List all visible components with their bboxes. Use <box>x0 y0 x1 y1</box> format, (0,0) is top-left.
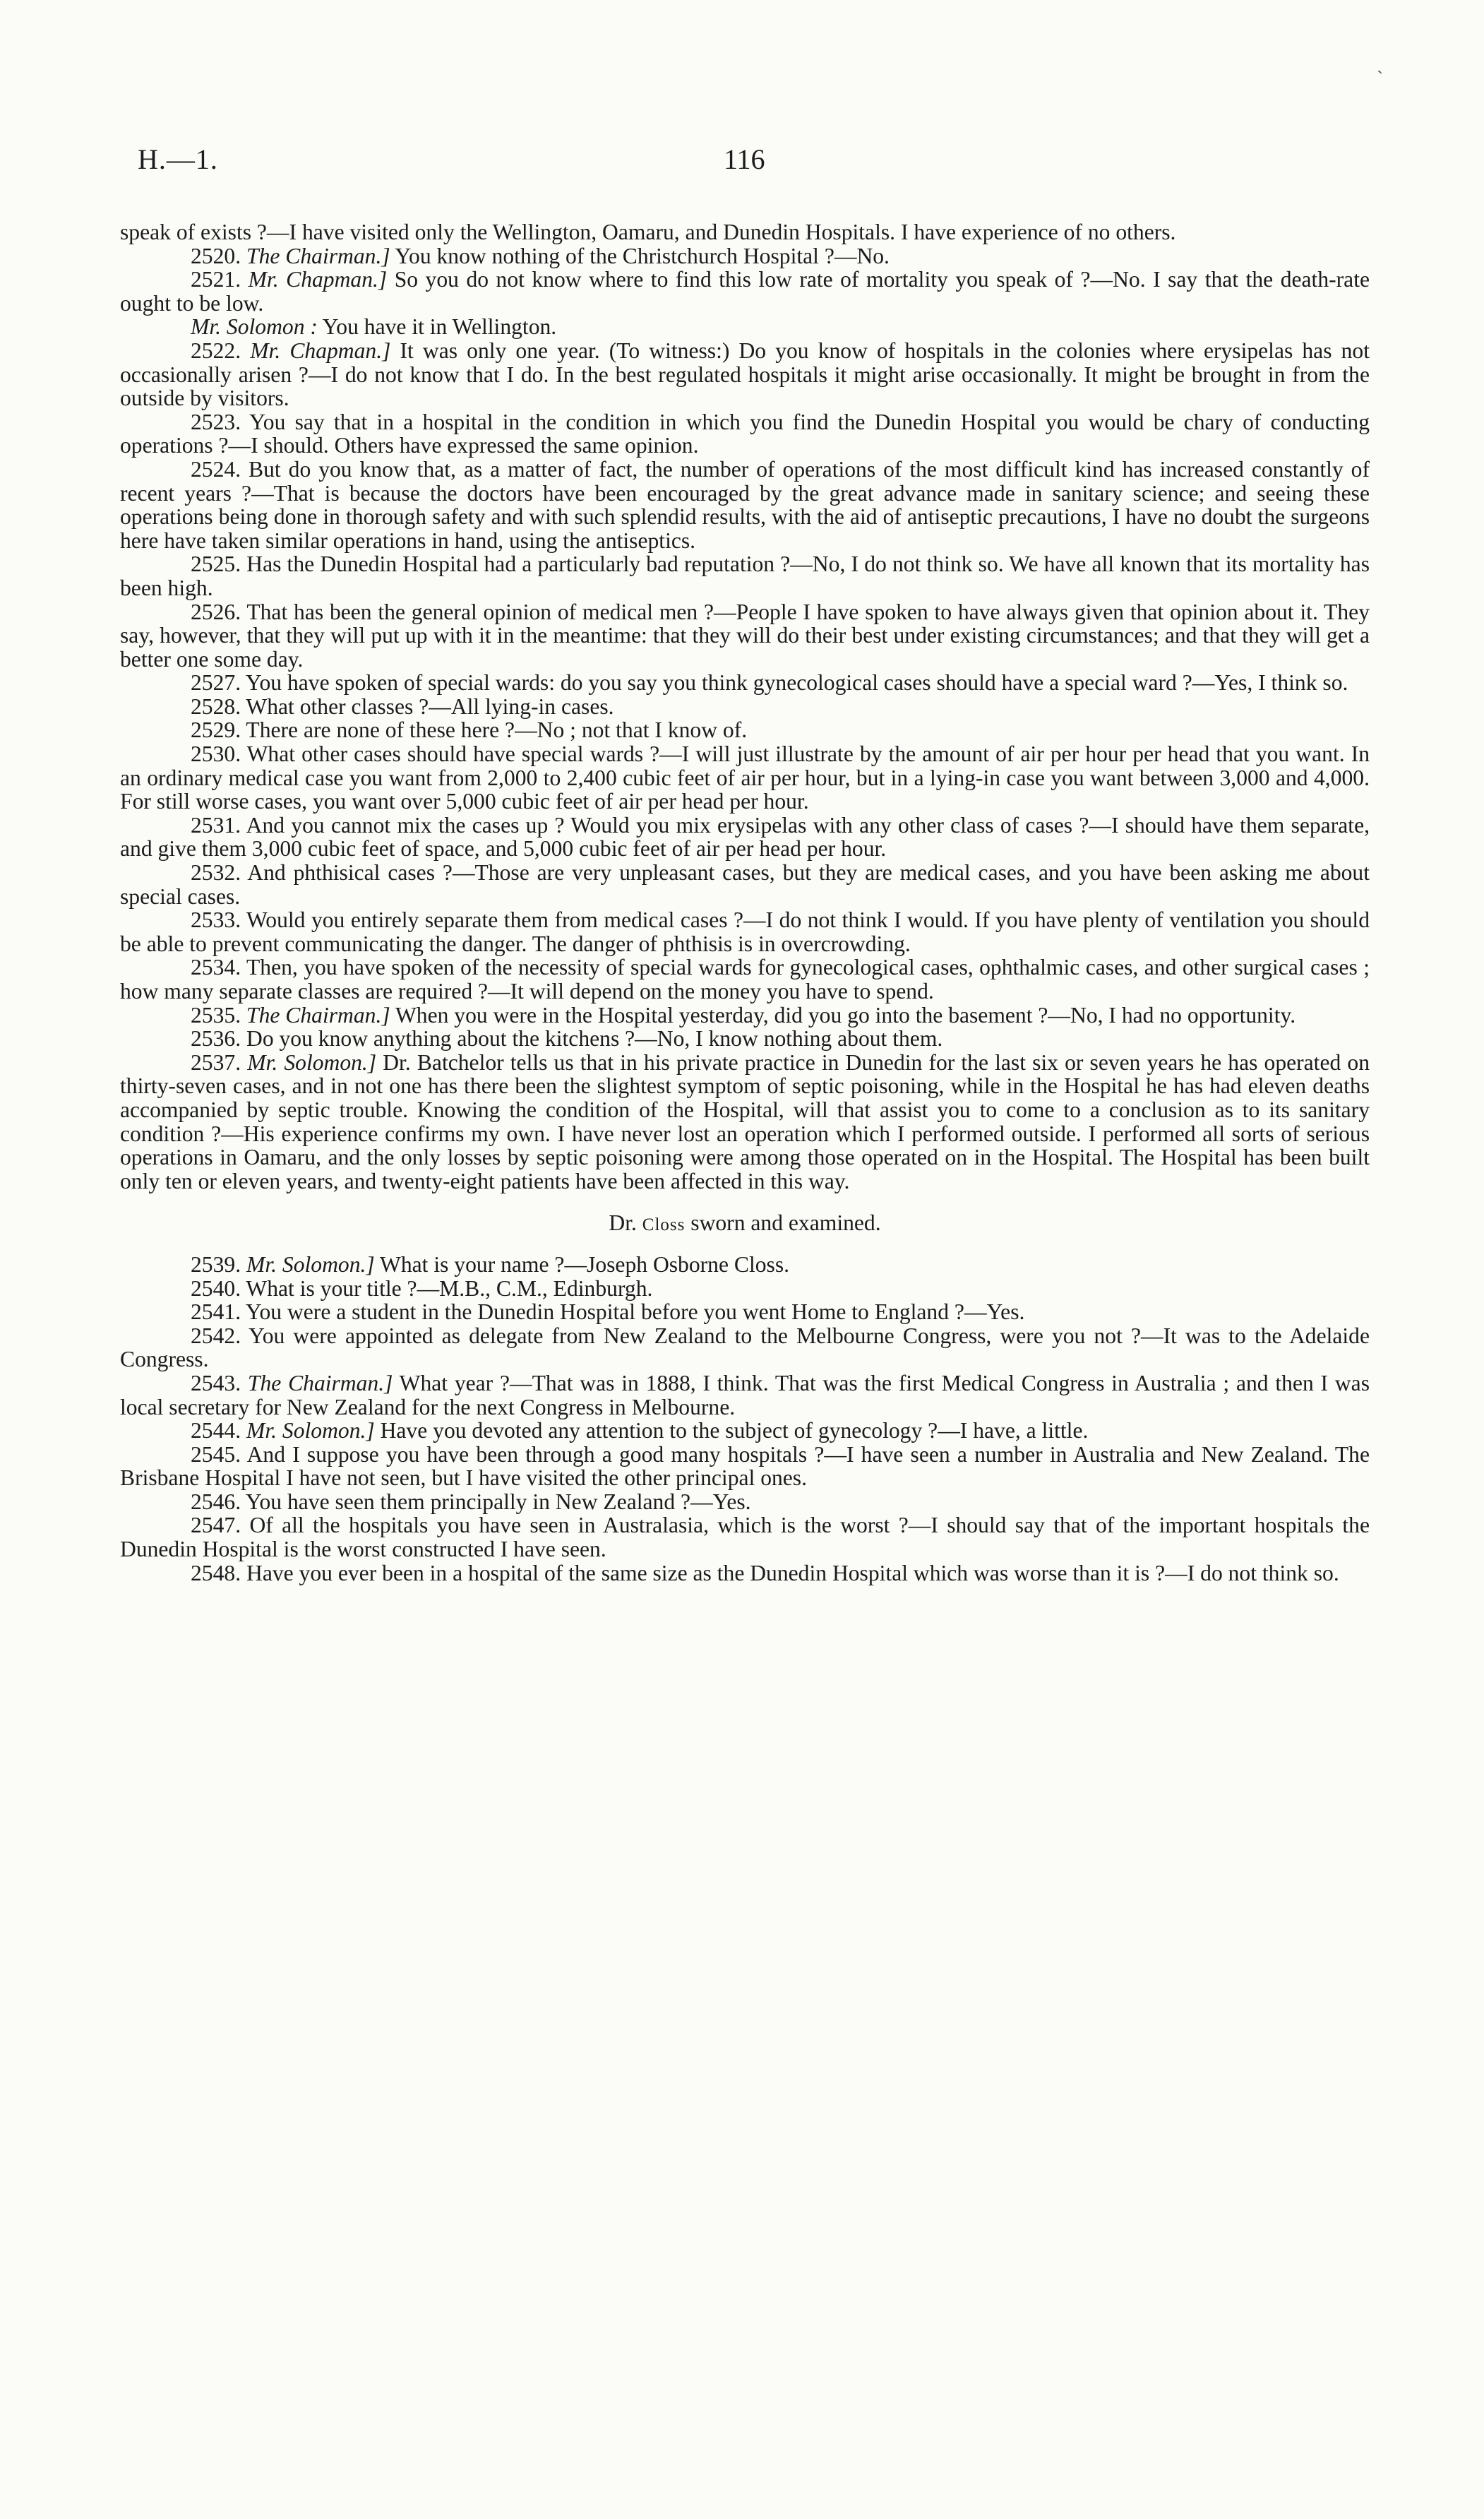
question-number: 2544. <box>191 1418 241 1443</box>
question-number: 2533. <box>191 907 241 933</box>
paragraph-text: So you do not know where to find this low rate of mortality you speak of ?—No. I say that the death-rate ought to be low. <box>120 267 1370 316</box>
paragraph-text: That has been the general opinion of medical men ?—People I have spoken to have always given that opinion about it. They say, however, that they will put up with it in the meantime: that they will do their best under existing circumstances; and that they will get a better one some day. <box>120 599 1370 672</box>
question-number: 2539. <box>191 1251 241 1277</box>
paragraph-text: You have it in Wellington. <box>317 314 557 340</box>
testimony-paragraph <box>120 552 1370 600</box>
paragraph-text: You have seen them principally in New Zealand ?—Yes. <box>245 1489 751 1514</box>
testimony-paragraph <box>120 718 1370 742</box>
testimony-before <box>120 220 1370 1193</box>
question-number: 2535. <box>191 1002 241 1028</box>
speaker-label: Mr. Chapman.] <box>250 338 391 363</box>
paragraph-text: Of all the hospitals you have seen in Australasia, which is the worst ?—I should say that of the important hospitals the Dunedin Hospital is the worst constructed I have seen. <box>120 1513 1370 1562</box>
paragraph-text: Would you entirely separate them from medical cases ?—I do not think I would. If you have plenty of ventilation you should be able to prevent communicating the danger. The danger of phthisis is in overcrowding. <box>120 907 1370 956</box>
question-number: 2537. <box>191 1049 241 1075</box>
testimony-after <box>120 1253 1370 1585</box>
speaker-label: Mr. Solomon.] <box>246 1418 375 1443</box>
paragraph-text: When you were in the Hospital yesterday, did you go into the basement ?—No, I had no opportunity. <box>390 1002 1296 1028</box>
paragraph-text: And you cannot mix the cases up ? Would you mix erysipelas with any other class of cases ?—I should have them separate, and give them 3,000 cubic feet of space, and 5,000 cubic feet of air per head per hour. <box>120 812 1370 862</box>
speaker-label: Mr. Solomon : <box>191 314 318 340</box>
heading-prefix: Dr. <box>609 1210 637 1236</box>
testimony-paragraph <box>120 339 1370 410</box>
testimony-paragraph <box>120 1490 1370 1514</box>
question-number: 2546. <box>191 1489 241 1514</box>
testimony-paragraph <box>120 861 1370 908</box>
question-number: 2545. <box>191 1441 241 1467</box>
paragraph-text: But do you know that, as a matter of fact, the number of operations of the most difficult kind has increased constantly of recent years ?—That is because the doctors have been encouraged by the great advance made in sanitary science; and seeing these operations being done in thorough safety and with such splendid results, with the aid of antiseptic precautions, I have no doubt the surgeons here have taken similar operations in hand, using the antiseptics. <box>120 456 1370 553</box>
question-number: 2536. <box>191 1026 241 1052</box>
paragraph-text: What is your title ?—M.B., C.M., Edinburgh. <box>246 1275 653 1301</box>
question-number: 2524. <box>191 456 241 482</box>
paragraph-text: What year ?—That was in 1888, I think. That was the first Medical Congress in Australia ; and then I was local secretary for New Zealand for the next Congress in Melbourne. <box>120 1370 1370 1419</box>
paragraph-text: There are none of these here ?—No ; not that I know of. <box>246 717 748 743</box>
question-number: 2541. <box>191 1299 241 1325</box>
testimony-paragraph <box>120 1277 1370 1301</box>
paragraph-text: It was only one year. (To witness:) Do you know of hospitals in the colonies where erysipelas has not occasionally arisen ?—I do not know that I do. In the best regulated hospitals it might arise occasionally. It might be brought in from the outside by visitors. <box>120 338 1370 411</box>
testimony-paragraph <box>120 1253 1370 1277</box>
testimony-paragraph <box>120 458 1370 552</box>
question-number: 2547. <box>191 1513 241 1538</box>
paragraph-text: What other cases should have special wards ?—I will just illustrate by the amount of air per hour per head that you want. In an ordinary medical case you want from 2,000 to 2,400 cubic feet of air per hour, but in a lying-in case you want between 3,000 and 4,000. For still worse cases, you want over 5,000 cubic feet of air per head per hour. <box>120 742 1370 814</box>
speaker-label: Mr. Chapman.] <box>248 267 388 292</box>
page-header <box>138 143 1380 185</box>
question-number: 2534. <box>191 955 241 980</box>
testimony-paragraph <box>120 600 1370 672</box>
scan-speck: ` <box>1377 68 1384 90</box>
question-number: 2523. <box>191 409 241 434</box>
testimony-paragraph <box>120 315 1370 339</box>
testimony-paragraph <box>120 1051 1370 1193</box>
question-number: 2521. <box>191 267 241 292</box>
testimony-paragraph <box>120 814 1370 861</box>
page-number: 116 <box>724 143 765 175</box>
testimony-paragraph <box>120 671 1370 695</box>
paragraph-text: You say that in a hospital in the condition in which you find the Dunedin Hospital you would be chary of conducting operations ?—I should. Others have expressed the same opinion. <box>120 409 1370 458</box>
paragraph-text: Have you ever been in a hospital of the same size as the Dunedin Hospital which was worse than it is ?—I do not think so. <box>246 1560 1339 1585</box>
paragraph-text: You were appointed as delegate from New Zealand to the Melbourne Congress, were you not ?—It was to the Adelaide Congress. <box>120 1323 1370 1372</box>
series-code: H.—1. <box>138 143 218 175</box>
testimony-paragraph <box>120 742 1370 814</box>
question-number: 2527. <box>191 670 241 696</box>
testimony-paragraph <box>120 1513 1370 1561</box>
paragraph-text: You were a student in the Dunedin Hospital before you went Home to England ?—Yes. <box>245 1299 1025 1325</box>
question-number: 2548. <box>191 1560 241 1585</box>
paragraph-text: What is your name ?—Joseph Osborne Closs. <box>374 1251 790 1277</box>
document-body <box>120 220 1370 1585</box>
speaker-label: The Chairman.] <box>246 1002 390 1028</box>
testimony-paragraph <box>120 220 1370 244</box>
testimony-paragraph <box>120 1419 1370 1443</box>
question-number: 2526. <box>191 599 241 624</box>
testimony-paragraph <box>120 908 1370 955</box>
paragraph-text: You have spoken of special wards: do you say you think gynecological cases should have a special ward ?—Yes, I think so. <box>245 670 1348 696</box>
testimony-paragraph <box>120 1027 1370 1051</box>
testimony-paragraph <box>120 410 1370 458</box>
speaker-label: Mr. Solomon.] <box>246 1251 375 1277</box>
testimony-paragraph <box>120 1004 1370 1028</box>
question-number: 2542. <box>191 1323 241 1348</box>
testimony-paragraph <box>120 955 1370 1003</box>
question-number: 2531. <box>191 812 241 838</box>
heading-suffix: sworn and examined. <box>685 1210 881 1236</box>
paragraph-text: Have you devoted any attention to the subject of gynecology ?—I have, a little. <box>374 1418 1089 1443</box>
paragraph-text: You know nothing of the Christchurch Hospital ?—No. <box>390 243 890 268</box>
question-number: 2522. <box>191 338 241 363</box>
testimony-paragraph <box>120 1443 1370 1490</box>
paragraph-text: speak of exists ?—I have visited only the Wellington, Oamaru, and Dunedin Hospitals. I have experience of no others. <box>120 220 1176 244</box>
question-number: 2525. <box>191 552 241 577</box>
testimony-paragraph <box>120 1324 1370 1371</box>
question-number: 2543. <box>191 1370 241 1395</box>
testimony-paragraph <box>120 1561 1370 1585</box>
paragraph-text: Has the Dunedin Hospital had a particularly bad reputation ?—No, I do not think so. We have all known that its mortality has been high. <box>120 552 1370 600</box>
paragraph-text: And I suppose you have been through a good many hospitals ?—I have seen a number in Australia and New Zealand. The Brisbane Hospital I have not seen, but I have visited the other principal ones. <box>120 1441 1370 1491</box>
question-number: 2520. <box>191 243 241 268</box>
speaker-label: The Chairman.] <box>247 1370 393 1395</box>
testimony-paragraph <box>120 244 1370 268</box>
witness-name: Closs <box>642 1215 686 1235</box>
paragraph-text: And phthisical cases ?—Those are very unpleasant cases, but they are medical cases, and you have been asking me about special cases. <box>120 860 1370 909</box>
paragraph-text: What other classes ?—All lying-in cases. <box>246 693 614 719</box>
testimony-paragraph <box>120 1371 1370 1419</box>
paragraph-text: Do you know anything about the kitchens ?—No, I know nothing about them. <box>246 1026 943 1052</box>
paragraph-text: Then, you have spoken of the necessity of special wards for gynecological cases, ophthalmic cases, and other surgical cases ; how many separate classes are required ?—It will depend on the money you have to spend. <box>120 955 1370 1004</box>
section-heading <box>120 1211 1370 1237</box>
question-number: 2529. <box>191 717 241 743</box>
speaker-label: The Chairman.] <box>246 243 390 268</box>
question-number: 2540. <box>191 1275 241 1301</box>
testimony-paragraph <box>120 1300 1370 1324</box>
question-number: 2532. <box>191 860 241 886</box>
speaker-label: Mr. Solomon.] <box>247 1049 377 1075</box>
question-number: 2528. <box>191 693 241 719</box>
paragraph-text: Dr. Batchelor tells us that in his private practice in Dunedin for the last six or seven years he has operated on thirty-seven cases, and in not one has there been the slightest symptom of septic poisoning, while in the Hospital he has had eleven deaths accompanied by septic trouble. Knowing the condition of the Hospital, will that assist you to come to a conclusion as to its sanitary condition ?—His experience confirms my own. I have never lost an operation which I performed outside. I performed all sorts of serious operations in Oamaru, and the only losses by septic poisoning were among those operated on in the Hospital. The Hospital has been built only ten or eleven years, and twenty-eight patients have been affected in this way. <box>120 1049 1370 1193</box>
testimony-paragraph <box>120 268 1370 315</box>
testimony-paragraph <box>120 695 1370 719</box>
question-number: 2530. <box>191 742 241 767</box>
